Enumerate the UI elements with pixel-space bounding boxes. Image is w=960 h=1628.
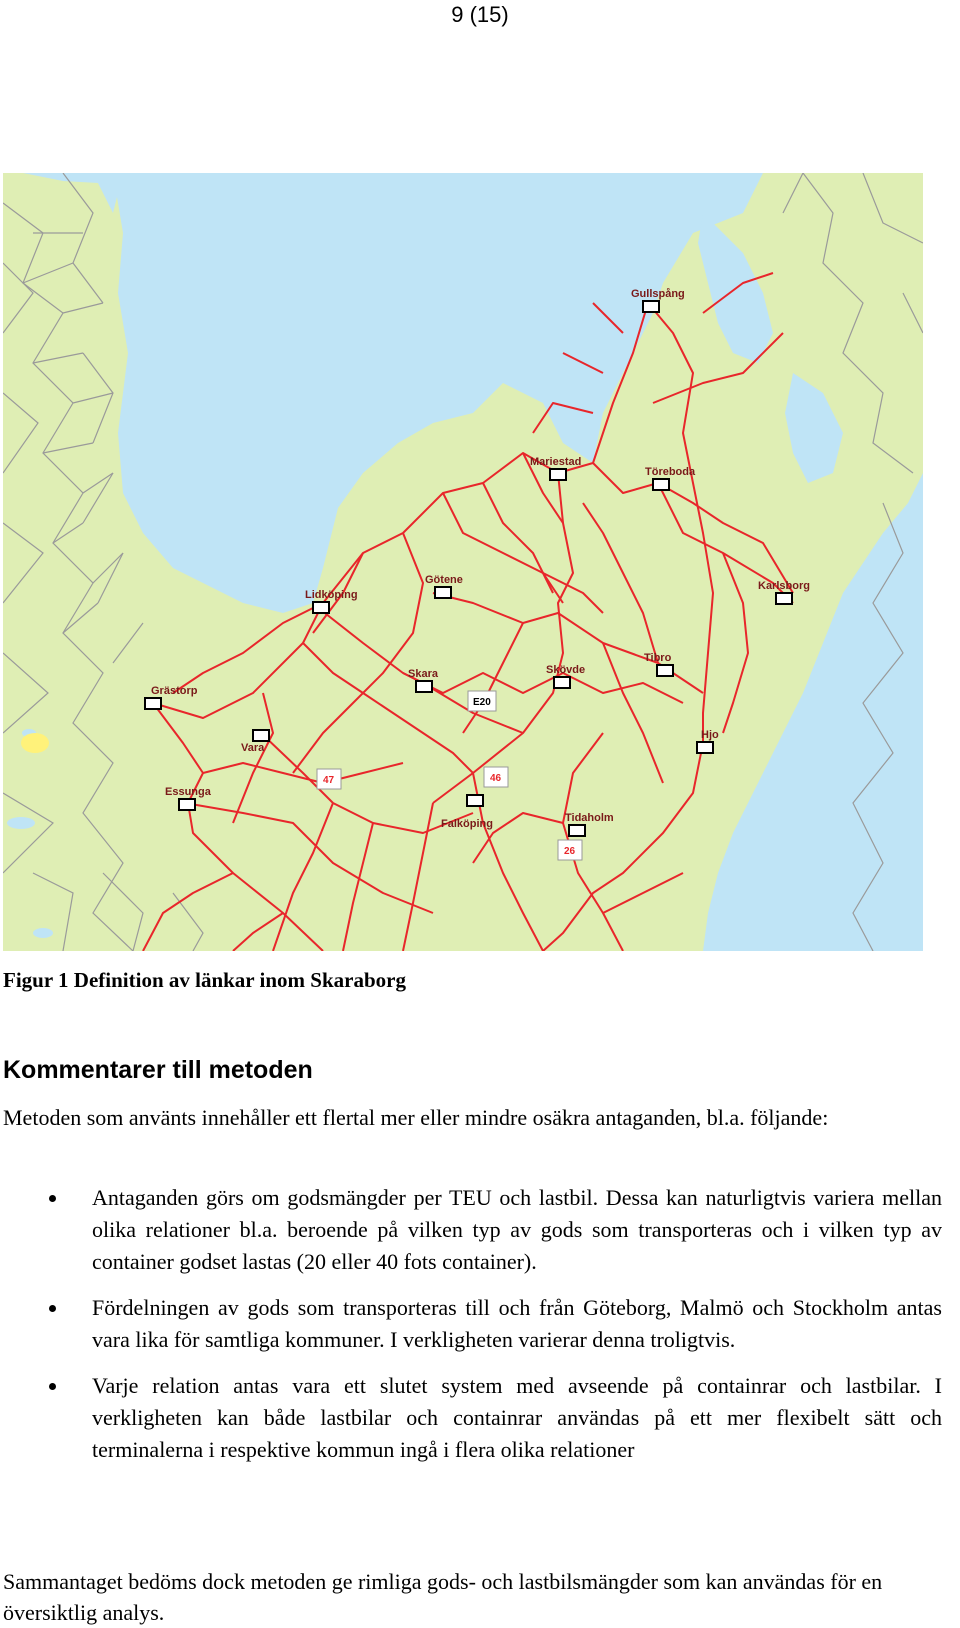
lake-viken xyxy=(785,373,843,483)
lake-vanern-north xyxy=(3,173,123,213)
bullet-icon xyxy=(49,1305,56,1312)
list-item xyxy=(0,1292,960,1356)
city-label: Skövde xyxy=(546,664,586,676)
lake-vattern xyxy=(703,473,923,951)
truck-icon xyxy=(467,795,483,806)
assumption-list xyxy=(0,1182,960,1480)
list-item xyxy=(0,1370,960,1466)
city-label: Skara xyxy=(408,668,438,680)
city-label: Tidaholm xyxy=(565,812,614,824)
truck-icon xyxy=(569,825,585,836)
city-label: Essunga xyxy=(165,786,211,798)
city-label: Gullspång xyxy=(631,288,685,300)
truck-icon xyxy=(179,799,195,810)
truck-icon xyxy=(776,593,792,604)
city-label: Töreboda xyxy=(645,466,696,478)
truck-icon xyxy=(657,665,673,676)
truck-icon xyxy=(253,730,269,741)
truck-icon xyxy=(697,742,713,753)
truck-icon xyxy=(416,681,432,692)
city-label: Hjo xyxy=(701,729,719,741)
bullet-icon xyxy=(49,1383,56,1390)
city-label: Lidköping xyxy=(305,589,358,601)
list-item-text: Varje relation antas vara ett slutet system med avseende på containrar och lastbilar. I verkligheten kan både lastbilar och containrar användas på ett mer flexibelt sätt och terminalerna i respektive kommun ingå i flera olika relationer xyxy=(92,1373,942,1462)
road-shield-label: E20 xyxy=(473,697,491,708)
small-lake xyxy=(33,928,53,938)
city-label: Falköping xyxy=(441,818,493,830)
road-shield-label: 46 xyxy=(490,773,502,784)
city-label: Vara xyxy=(241,742,265,754)
skaraborg-map xyxy=(3,173,923,951)
city-label: Grästorp xyxy=(151,685,198,697)
truck-icon xyxy=(313,602,329,613)
truck-icon xyxy=(145,698,161,709)
truck-icon xyxy=(643,301,659,312)
city-label: Tibro xyxy=(644,652,672,664)
highlight-patch xyxy=(21,733,49,753)
figure-caption: Figur 1 Definition av länkar inom Skaraborg xyxy=(3,968,406,992)
bullet-icon xyxy=(49,1195,56,1202)
city-label: Mariestad xyxy=(530,456,582,468)
truck-icon xyxy=(653,479,669,490)
truck-icon xyxy=(550,469,566,480)
page-number: 9 (15) xyxy=(451,2,509,27)
lake-vanern xyxy=(113,173,763,613)
intro-paragraph: Metoden som använts innehåller ett flertal mer eller mindre osäkra antaganden, bl.a. följande: xyxy=(3,1105,829,1130)
section-heading: Kommentarer till metoden xyxy=(3,1056,313,1084)
list-item xyxy=(0,1182,960,1278)
list-item-text: Antaganden görs om godsmängder per TEU och lastbil. Dessa kan naturligtvis variera mellan olika relationer bl.a. beroende på vilken typ av gods som transporteras och i vilken typ av container godset lastas (20 eller 40 fots container). xyxy=(92,1185,942,1274)
truck-icon xyxy=(435,587,451,598)
list-item-text: Fördelningen av gods som transporteras till och från Göteborg, Malmö och Stockholm antas vara lika för samtliga kommuner. I verkligheten varierar denna troligtvis. xyxy=(92,1295,942,1352)
truck-icon xyxy=(554,677,570,688)
summary-paragraph: Sammantaget bedöms dock metoden ge rimliga gods- och lastbilsmängder som kan användas för en översiktlig analys. xyxy=(3,1569,883,1625)
small-lake xyxy=(7,817,35,829)
city-label: Karlsborg xyxy=(758,580,810,592)
road-shield-label: 47 xyxy=(323,775,335,786)
city-label: Götene xyxy=(425,574,463,586)
road-shield-label: 26 xyxy=(564,846,576,857)
